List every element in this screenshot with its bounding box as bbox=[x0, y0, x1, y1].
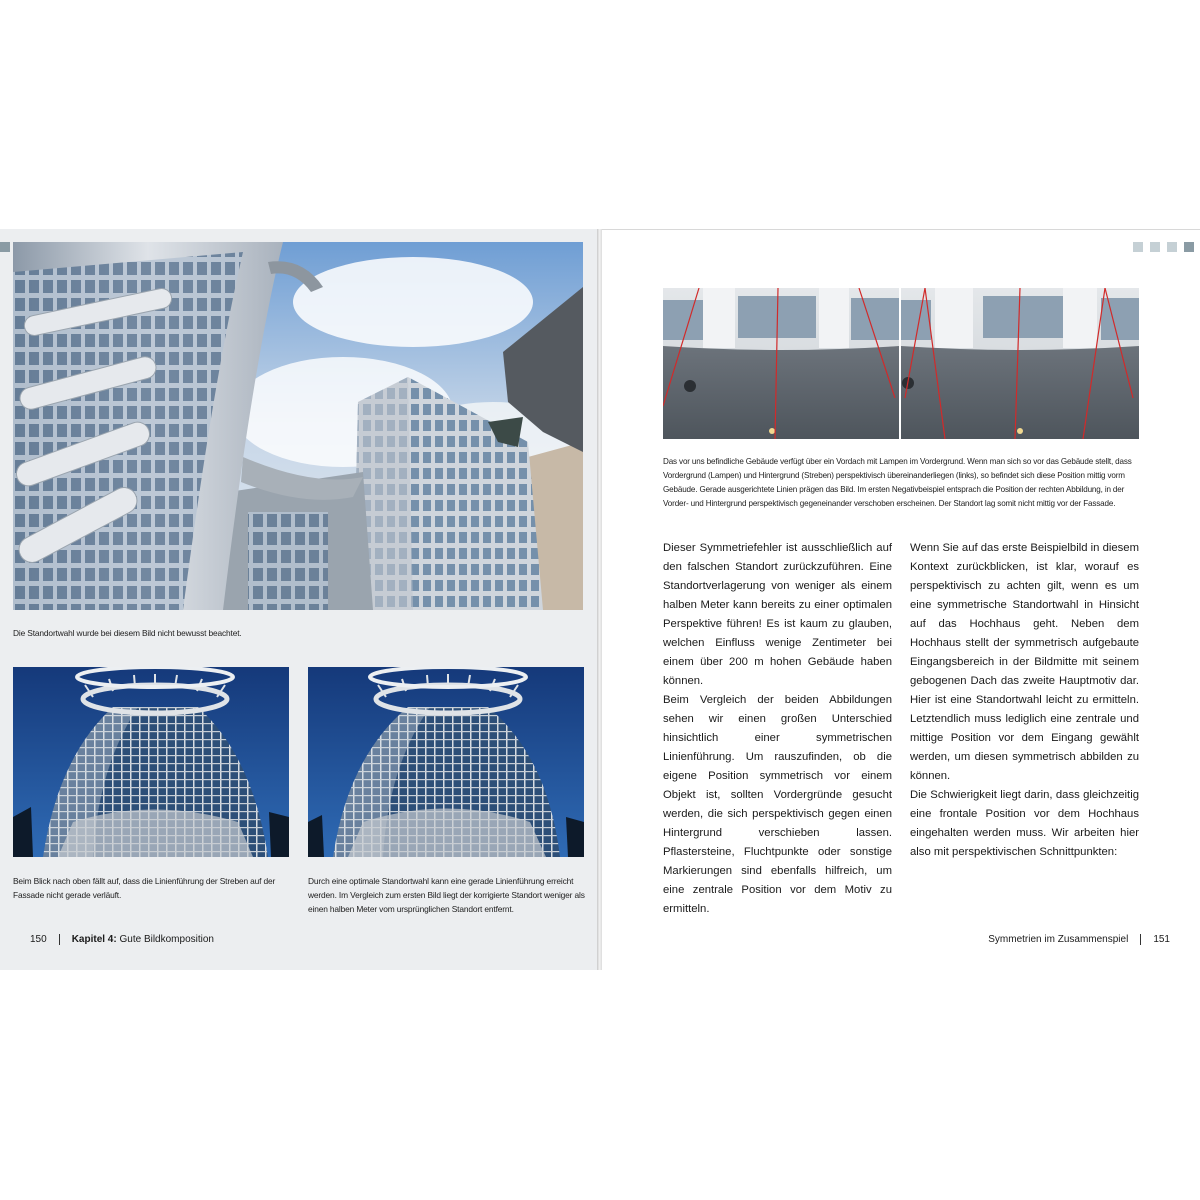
right-page-number: 151 bbox=[1153, 934, 1170, 946]
photo-skyscraper-low-angle bbox=[13, 242, 583, 610]
chapter-marker-square bbox=[0, 242, 10, 252]
body-column-1 bbox=[663, 539, 892, 919]
body-paragraph: Beim Vergleich der beiden Abbildungen sehen wir einen großen Unterschied hinsichtlich einer symmetrischen Linienführung. Um rauszufinden, ob die eigene Position symmetrisch vor einem Objekt ist, sollten Vordergründe gesucht werden, die sich perspektivisch gegen einen Hintergrund verschieben lassen. Pflastersteine, Fluchtpunkte oder sonstige Markierungen sind ebenfalls hilfreich, um eine zentrale Position vor dem Motiv zu ermitteln. bbox=[663, 694, 892, 915]
marker-square bbox=[1167, 242, 1177, 252]
caption-top-photo: Die Standortwahl wurde bei diesem Bild nicht bewusst beachtet. bbox=[13, 628, 242, 638]
photo-facade-comparison bbox=[663, 288, 1139, 439]
body-column-2 bbox=[910, 539, 1139, 862]
caption-bottom-left: Beim Blick nach oben fällt auf, dass die Linienführung der Streben auf der Fassade nicht gerade verläuft. bbox=[13, 876, 276, 900]
caption-facade-comparison: Das vor uns befindliche Gebäude verfügt über ein Vordach mit Lampen im Vordergrund. Wenn man sich so vor das Gebäude stellt, dass Vordergrund (Lampen) und Hintergrund (Streben) perspektivisch übereinanderliegen (links), so befindet sich diese Position mittig vorm Gebäude. Gerade ausgerichtete Linien prägen das Bild. Im ersten Negativbeispiel entsprach die Position der rechten Abbildung, in der Vorder- und Hintergrund perspektivisch gegeneinander verschoben erscheinen. Der Standort lag somit nicht mittig vor der Fassade. bbox=[663, 457, 1132, 508]
body-paragraph: Dieser Symmetriefehler ist ausschließlich auf den falschen Standort zurückzuführen. Eine Standortverlagerung von weniger als einem halben Meter kann bereits zu einer optimalen Perspektive führen! Es ist kaum zu glauben, welchen Einfluss wenige Zentimeter bei einem über 200 m hohen Gebäude haben können. bbox=[663, 542, 892, 687]
chapter-title: Gute Bildkomposition bbox=[119, 934, 214, 946]
photo-tower-corrected bbox=[308, 667, 584, 857]
left-page-number: 150 bbox=[30, 934, 47, 946]
body-paragraph: Die Schwierigkeit liegt darin, dass gleichzeitig eine frontale Position vor dem Hochhaus eingehalten werden muss. Wir arbeiten hier also mit perspektivischen Schnittpunkten: bbox=[910, 789, 1139, 858]
left-page-footer bbox=[30, 934, 214, 945]
footer-separator bbox=[1140, 934, 1141, 945]
marker-square bbox=[1150, 242, 1160, 252]
marker-square bbox=[1133, 242, 1143, 252]
chapter-label: Kapitel 4: bbox=[71, 934, 117, 946]
caption-bottom-right: Durch eine optimale Standortwahl kann eine gerade Linienführung erreicht werden. Im Vergleich zum ersten Bild liegt der korrigierte Standort weniger als einen halben Meter vom ursprünglichen Standort entfernt. bbox=[308, 876, 585, 914]
section-title: Symmetrien im Zusammenspiel bbox=[988, 934, 1129, 946]
marker-square bbox=[1184, 242, 1194, 252]
body-paragraph: Wenn Sie auf das erste Beispielbild in diesem Kontext zurückblicken, ist klar, worauf es perspektivisch zu achten gilt, wenn es um eine symmetrische Standortwahl in Hinsicht auf das Hochhaus geht. Neben dem Hochhaus stellt der symmetrisch aufgebaute Eingangsbereich in der Bildmitte mit seinem gebogenen Dach das zweite Hauptmotiv dar. Hier ist eine Standortwahl leicht zu ermitteln. Letztendlich muss lediglich eine zentrale und mittige Position vor dem Eingang gewählt werden, um diesen symmetrisch abbilden zu können. bbox=[910, 542, 1139, 782]
footer-separator bbox=[59, 934, 60, 945]
right-page-footer bbox=[988, 934, 1170, 945]
photo-tower-uncorrected bbox=[13, 667, 289, 857]
